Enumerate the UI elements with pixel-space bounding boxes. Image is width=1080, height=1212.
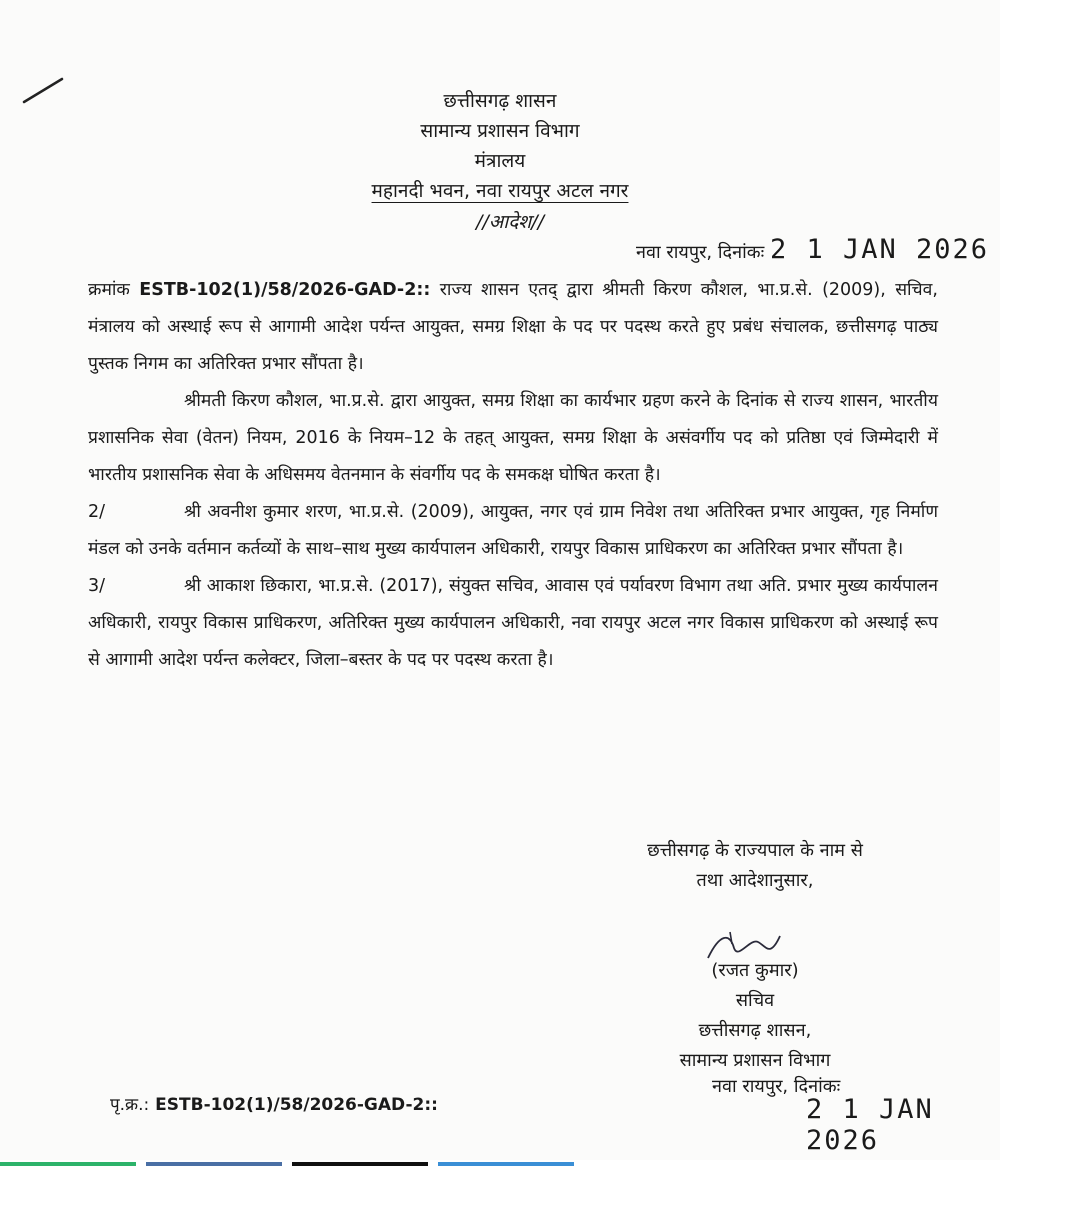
- office-address: महानदी भवन, नवा रायपुर अटल नगर: [371, 180, 629, 202]
- endorsement-date-stamp: 2 1 JAN 2026: [806, 1094, 934, 1156]
- endorsement-ref-label: पृ.क्र.:: [110, 1095, 150, 1115]
- department-name: सामान्य प्रशासन विभाग: [420, 120, 580, 142]
- color-bar-4: [438, 1162, 574, 1166]
- paragraph-2-text: श्री अवनीश कुमार शरण, भा.प्र.से. (2009), आयुक्त, नगर एवं ग्राम निवेश तथा अतिरिक्त प्रभार आयुक्त, गृह निर्माण मंडल को उनके वर्तमान कर्तव्यों के साथ–साथ मुख्य कार्यपालन अधिकारी, रायपुर विकास प्राधिकरण का अतिरिक्त प्रभार सौंपता है।: [88, 502, 938, 559]
- signatory-government: छत्तीसगढ़ शासन,: [698, 1020, 812, 1041]
- closing-block: [590, 836, 920, 896]
- endorsement-date-label: नवा रायपुर, दिनांकः: [712, 1076, 841, 1097]
- pen-mark-icon: [22, 76, 64, 104]
- place-date: [636, 234, 989, 265]
- paragraph-2-number: 2/: [88, 502, 106, 522]
- order-body: [88, 272, 938, 679]
- place-date-label: नवा रायपुर, दिनांकः: [636, 242, 765, 263]
- signatory-department: सामान्य प्रशासन विभाग: [679, 1050, 831, 1071]
- closing-line-1: छत्तीसगढ़ के राज्यपाल के नाम से: [647, 840, 863, 861]
- color-bar-3: [292, 1162, 428, 1166]
- office-name: मंत्रालय: [474, 150, 526, 172]
- closing-line-2: तथा आदेशानुसार,: [696, 870, 814, 891]
- government-name: छत्तीसगढ़ शासन: [443, 90, 557, 112]
- endorsement-date: [712, 1074, 982, 1156]
- order-heading: //आदेश//: [475, 211, 545, 233]
- signatory-name: (रजत कुमार): [711, 960, 799, 981]
- color-bar-2: [146, 1162, 282, 1166]
- paragraph-1: [88, 272, 938, 383]
- paragraph-3: [88, 568, 938, 679]
- signatory-designation: सचिव: [735, 990, 775, 1011]
- paragraph-1b: श्रीमती किरण कौशल, भा.प्र.से. द्वारा आयुक्त, समग्र शिक्षा का कार्यभार ग्रहण करने के दिनांक से राज्य शासन, भारतीय प्रशासनिक सेवा (वेतन) नियम, 2016 के नियम–12 के तहत् आयुक्त, समग्र शिक्षा के असंवर्गीय पद को प्रतिष्ठा एवं जिम्मेदारी में भारतीय प्रशासनिक सेवा के अधिसमय वेतनमान के संवर्गीय पद के समकक्ष घोषित करता है।: [88, 391, 938, 485]
- paragraph-3-number: 3/: [88, 576, 106, 596]
- date-stamp: 2 1 JAN 2026: [769, 234, 990, 265]
- paragraph-3-text: श्री आकाश छिकारा, भा.प्र.से. (2017), संयुक्त सचिव, आवास एवं पर्यावरण विभाग तथा अति. प्रभार मुख्य कार्यपालन अधिकारी, रायपुर विकास प्राधिकरण, अतिरिक्त मुख्य कार्यपालन अधिकारी, नवा रायपुर अटल नगर विकास प्राधिकरण को अस्थाई रूप से आगामी आदेश पर्यन्त कलेक्टर, जिला–बस्तर के पद पर पदस्थ करता है।: [88, 576, 938, 670]
- signature-block: [610, 928, 900, 1076]
- order-ref-number: ESTB-102(1)/58/2026-GAD-2::: [139, 280, 431, 300]
- paragraph-2: [88, 494, 938, 568]
- color-bar-1: [0, 1162, 136, 1166]
- endorsement-ref-number: ESTB-102(1)/58/2026-GAD-2::: [155, 1095, 438, 1115]
- endorsement-reference: [110, 1092, 438, 1115]
- order-ref-label: क्रमांक: [88, 280, 130, 300]
- paragraph-1-text: राज्य शासन एतद् द्वारा श्रीमती किरण कौशल, भा.प्र.से. (2009), सचिव, मंत्रालय को अस्थाई रूप से आगामी आदेश पर्यन्त आयुक्त, समग्र शिक्षा के पद पर पदस्थ करते हुए प्रबंध संचालक, छत्तीसगढ़ पाठ्य पुस्तक निगम का अतिरिक्त प्रभार सौंपता है।: [88, 280, 938, 374]
- letterhead: [300, 86, 700, 206]
